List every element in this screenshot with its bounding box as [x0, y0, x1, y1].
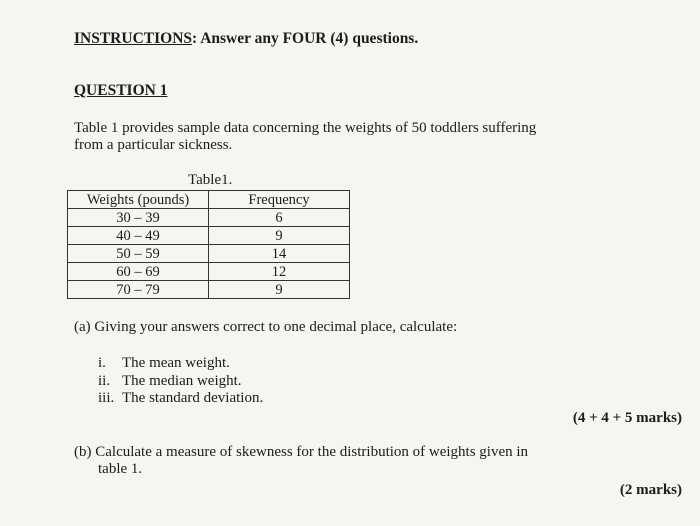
list-item [98, 373, 263, 391]
frequency-cell: 6 [209, 209, 350, 227]
table-row [68, 263, 350, 281]
part-b-line-1: (b) Calculate a measure of skewness for the distribution of weights given in [74, 444, 529, 460]
list-item-text: The median weight. [122, 372, 242, 389]
table-row [68, 227, 350, 245]
part-a-prompt: (a) Giving your answers correct to one decimal place, calculate: [74, 319, 458, 335]
instructions-text: : Answer any FOUR (4) questions. [192, 30, 419, 47]
intro-line-1: Table 1 provides sample data concerning the weights of 50 toddlers suffering [74, 120, 537, 136]
frequency-cell: 14 [209, 245, 350, 263]
instructions [74, 30, 418, 48]
weight-cell: 70 – 79 [68, 281, 209, 299]
weight-cell: 40 – 49 [68, 227, 209, 245]
part-b-marks: (2 marks) [619, 482, 682, 498]
part-b-prompt [74, 444, 528, 478]
weight-cell: 50 – 59 [68, 245, 209, 263]
list-item [98, 390, 263, 408]
frequency-cell: 9 [209, 281, 350, 299]
question-intro [74, 120, 536, 154]
list-item-text: The mean weight. [122, 355, 230, 371]
list-item-number: iii. [98, 390, 115, 406]
header-weights: Weights (pounds) [68, 191, 209, 209]
weight-cell: 30 – 39 [68, 209, 209, 227]
list-item [98, 355, 263, 373]
table-row [68, 209, 350, 227]
table-header-row [68, 191, 350, 209]
list-item-text: The standard deviation. [122, 390, 264, 406]
list-item-number: i. [98, 355, 106, 371]
table-caption: Table1. [188, 172, 233, 188]
part-b-line-2: table 1. [98, 461, 143, 477]
list-item-number: ii. [98, 372, 111, 389]
question-title: QUESTION 1 [74, 82, 168, 99]
weights-table [67, 190, 350, 299]
table-row [68, 281, 350, 299]
part-a-marks: (4 + 4 + 5 marks) [572, 410, 682, 426]
frequency-cell: 9 [209, 227, 350, 245]
part-a-list [98, 355, 263, 408]
instructions-label: INSTRUCTIONS [74, 30, 193, 47]
intro-line-2: from a particular sickness. [74, 137, 233, 153]
header-frequency: Frequency [209, 191, 350, 209]
frequency-cell: 12 [209, 263, 350, 281]
weight-cell: 60 – 69 [68, 263, 209, 281]
table-row [68, 245, 350, 263]
